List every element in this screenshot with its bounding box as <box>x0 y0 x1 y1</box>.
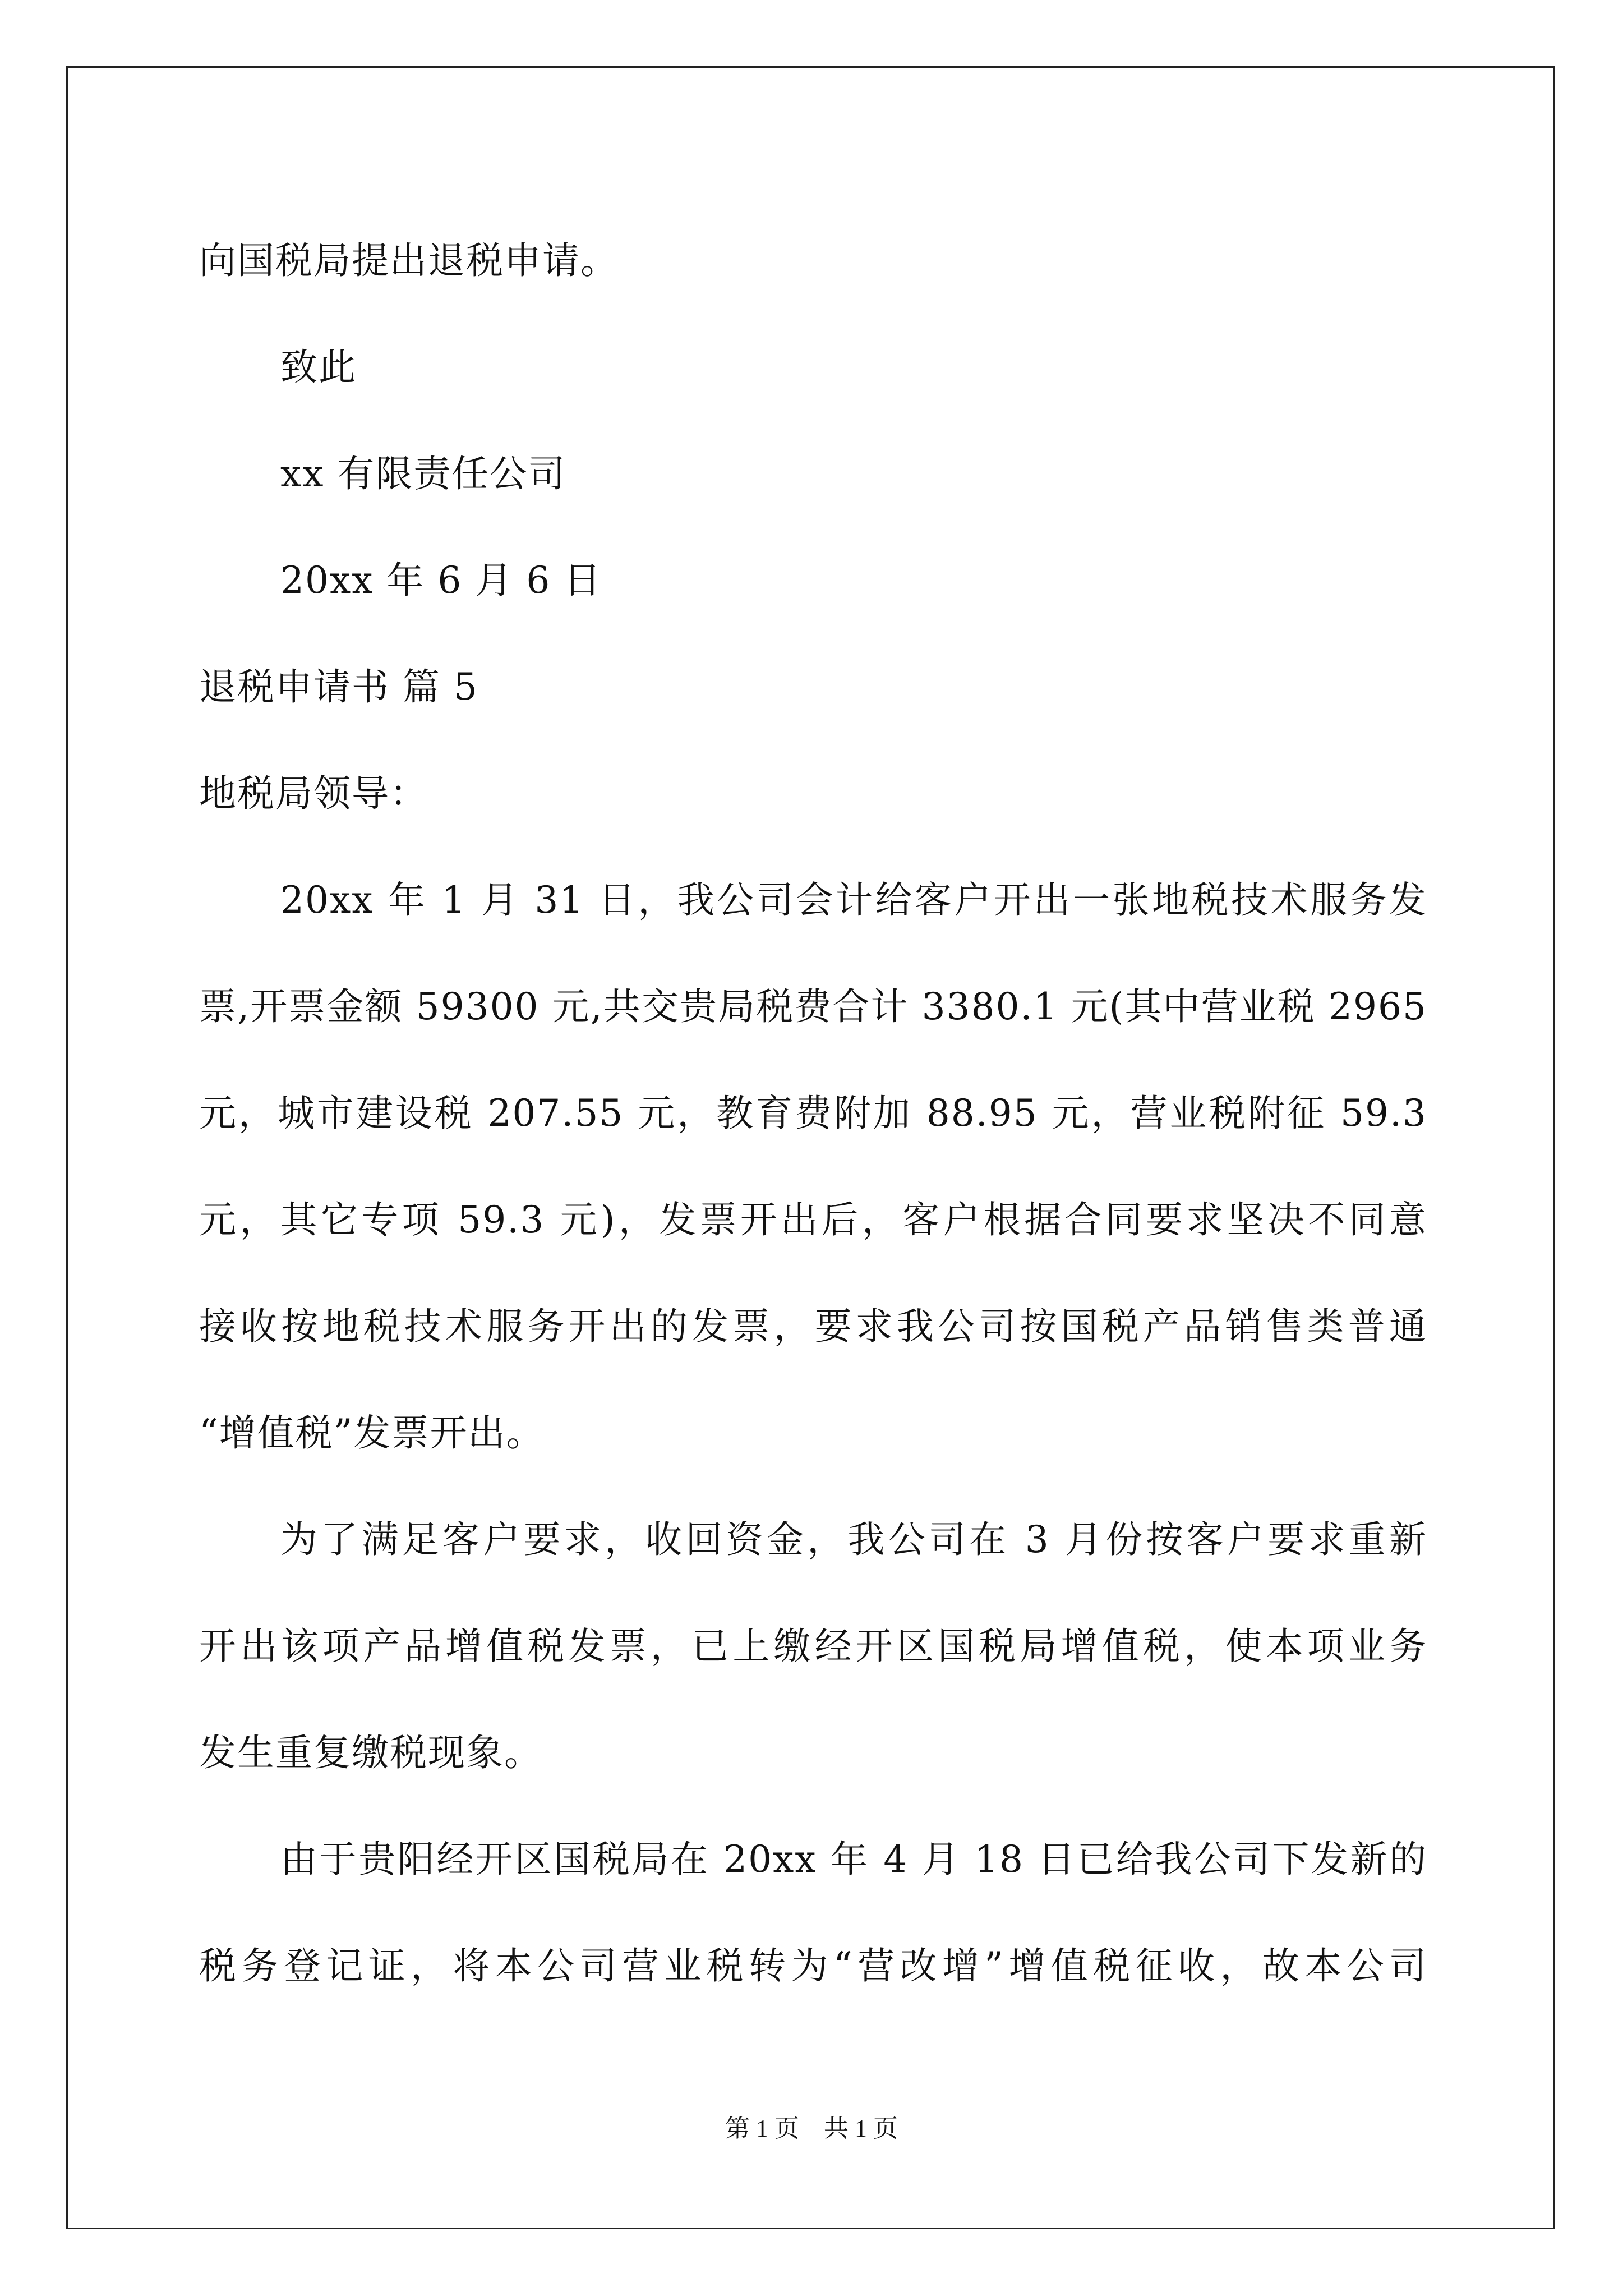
document-line: 开出该项产品增值税发票，已上缴经开区国税局增值税，使本项业务 <box>199 1625 1427 1668</box>
document-line: 20xx 年 1 月 31 日，我公司会计给客户开出一张地税技术服务发 <box>280 878 1427 922</box>
document-line: 向国税局提出退税申请。 <box>199 239 619 282</box>
document-line: 税务登记证，将本公司营业税转为“营改增”增值税征收，故本公司 <box>199 1944 1427 1987</box>
document-line: “增值税”发票开出。 <box>199 1411 545 1455</box>
document-line: 接收按地税技术服务开出的发票，要求我公司按国税产品销售类普通 <box>199 1305 1427 1348</box>
document-line: 为了满足客户要求，收回资金，我公司在 3 月份按客户要求重新 <box>280 1518 1427 1561</box>
document-line: xx 有限责任公司 <box>280 452 566 495</box>
document-line: 元，其它专项 59.3 元)，发票开出后，客户根据合同要求坚决不同意 <box>199 1198 1427 1241</box>
document-line: 致此 <box>280 346 357 389</box>
document-line: 20xx 年 6 月 6 日 <box>280 559 602 602</box>
document-line: 由于贵阳经开区国税局在 20xx 年 4 月 18 日已给我公司下发新的 <box>280 1838 1427 1881</box>
document-line: 发生重复缴税现象。 <box>199 1731 542 1774</box>
document-line: 票,开票金额 59300 元,共交贵局税费合计 3380.1 元(其中营业税 2965 <box>199 985 1427 1028</box>
document-line: 元，城市建设税 207.55 元，教育费附加 88.95 元，营业税附征 59.3 <box>199 1092 1427 1135</box>
document-body <box>199 208 1427 2019</box>
document-line: 地税局领导： <box>199 772 428 815</box>
page-footer: 第 1 页 共 1 页 <box>725 2115 898 2142</box>
document-line: 退税申请书 篇 5 <box>199 665 478 708</box>
